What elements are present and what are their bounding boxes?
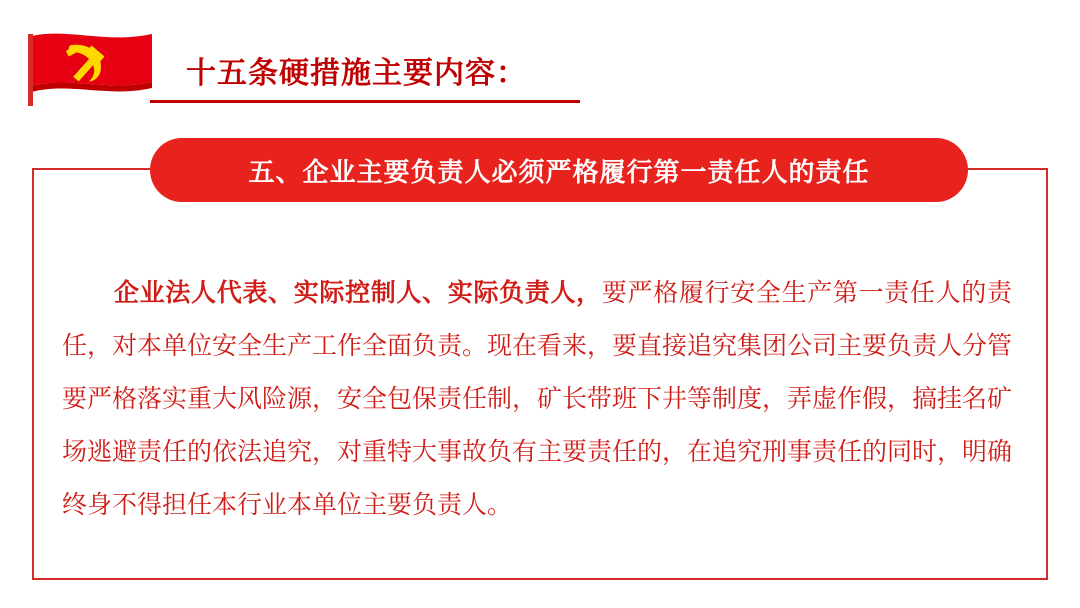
paragraph-lead: 企业法人代表、实际控制人、实际负责人， — [114, 279, 602, 307]
section-paragraph — [62, 267, 1012, 532]
section-badge — [150, 138, 968, 202]
page-header — [0, 18, 1080, 108]
page-title: 十五条硬措施主要内容： — [186, 57, 527, 90]
section-badge-label: 五、企业主要负责人必须严格履行第一责任人的责任 — [248, 156, 870, 187]
paragraph-body: 要严格履行安全生产第一责任人的责任，对本单位安全生产工作全面负责。现在看来，要直接追究集团公司主要负责人分管要严格落实重大风险源，安全包保责任制，矿长带班下井等制度，弄虚作假，搞挂名矿场逃避责任的依法追究，对重特大事故负有主要责任的，在追究刑事责任的同时，明确终身不得担任本行业本单位主要负责人。 — [62, 279, 1013, 519]
communist-party-flag-icon — [28, 30, 156, 106]
header-divider — [150, 100, 580, 103]
